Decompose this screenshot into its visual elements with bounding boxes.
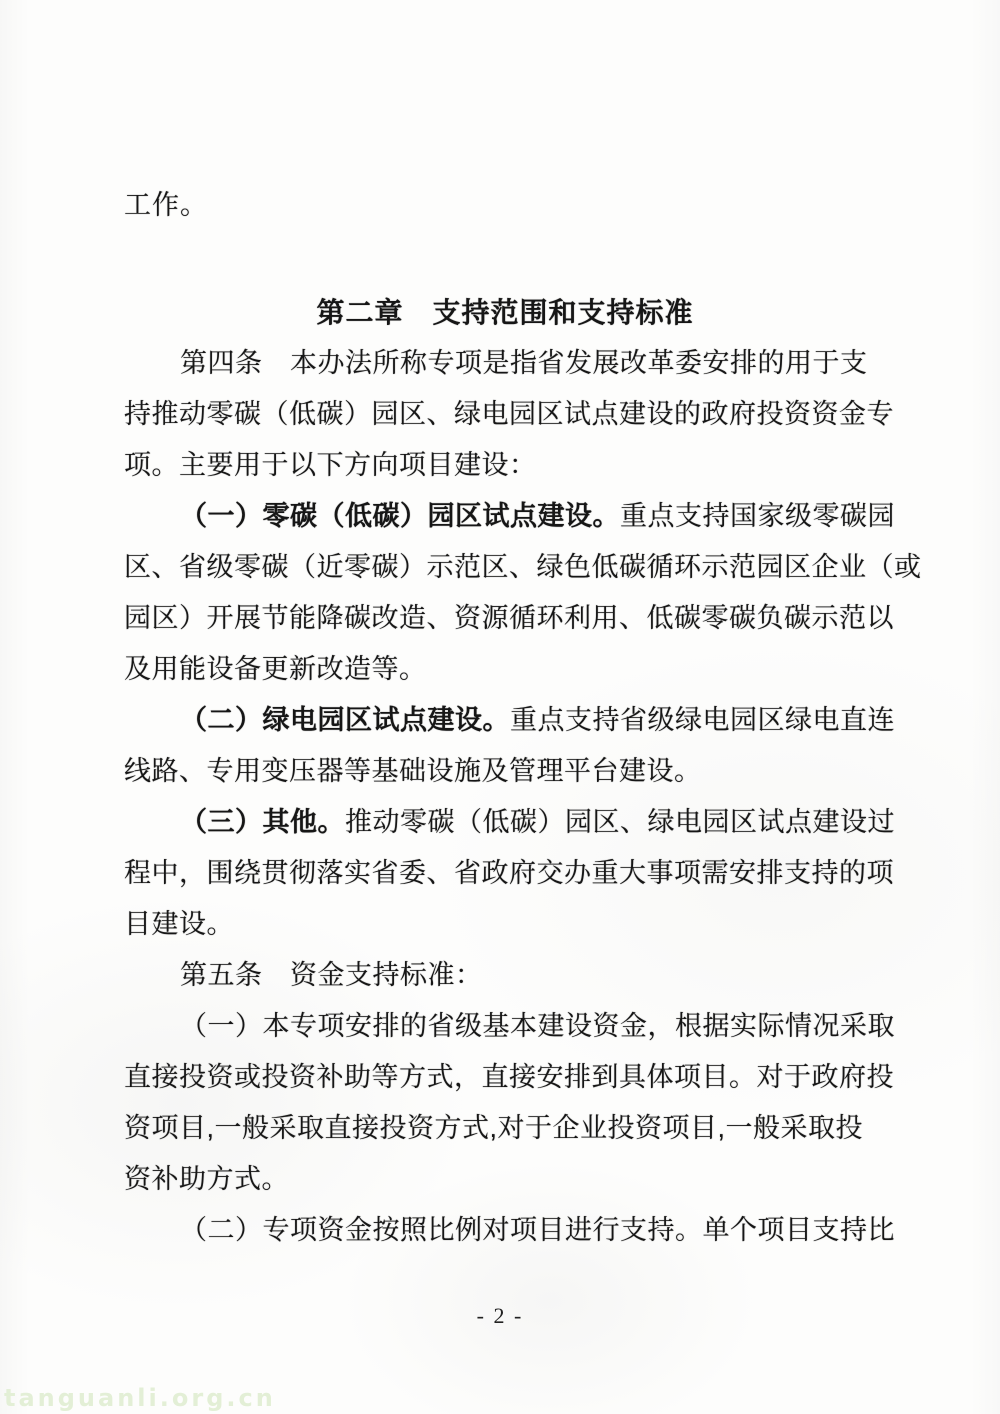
paragraph-line xyxy=(124,950,886,1001)
document-body xyxy=(124,0,922,1256)
line-text: 目建设。 xyxy=(124,909,234,939)
line-text: 重点支持省级绿电园区绿电直连 xyxy=(510,705,895,735)
line-text: 直接投资或投资补助等方式，直接安排到具体项目。对于政府投 xyxy=(124,1062,894,1092)
line-text: （一）本专项安排的省级基本建设资金，根据实际情况采取 xyxy=(180,1011,895,1041)
paragraph-line xyxy=(124,1103,886,1154)
line-text: 区、省级零碳（近零碳）示范区、绿色低碳循环示范园区企业（或 xyxy=(124,552,922,582)
line-text: 推动零碳（低碳）园区、绿电园区试点建设过 xyxy=(345,807,895,837)
line-text: 项。主要用于以下方向项目建设： xyxy=(124,450,537,480)
paragraph-line xyxy=(124,695,895,746)
line-text: 资补助方式。 xyxy=(124,1164,289,1194)
line-bold-lead: （二）绿电园区试点建设。 xyxy=(180,705,510,735)
paragraph-line xyxy=(124,848,894,899)
carryover-line: 工作。 xyxy=(124,190,208,220)
paragraph-line xyxy=(124,797,895,848)
paragraph-line xyxy=(124,491,895,542)
line-text: 线路、专用变压器等基础设施及管理平台建设。 xyxy=(124,756,702,786)
watermark-text: tanguanli.org.cn xyxy=(4,1384,276,1412)
paragraph-line xyxy=(124,440,886,491)
paragraph-line xyxy=(124,899,886,950)
line-text: 园区）开展节能降碳改造、资源循环利用、低碳零碳负碳示范以 xyxy=(124,603,894,633)
line-text: 资项目,一般采取直接投资方式,对于企业投资项目,一般采取投 xyxy=(124,1113,864,1143)
paragraph-line xyxy=(124,1001,895,1052)
paragraph-line xyxy=(124,1205,895,1256)
line-text: 重点支持国家级零碳园 xyxy=(620,501,895,531)
paragraph-line xyxy=(124,338,886,389)
paragraph-line xyxy=(124,746,886,797)
line-text: 第四条 本办法所称专项是指省发展改革委安排的用于支 xyxy=(180,348,868,378)
paragraph-line xyxy=(124,1052,894,1103)
paragraph-line xyxy=(124,542,922,593)
paragraph-line xyxy=(124,389,894,440)
line-text: 程中，围绕贯彻落实省委、省政府交办重大事项需安排支持的项 xyxy=(124,858,894,888)
page-number: - 2 - xyxy=(476,1303,524,1328)
paragraph-line xyxy=(124,644,886,695)
line-text: 第五条 资金支持标准： xyxy=(180,960,483,990)
line-bold-lead: （一）零碳（低碳）园区试点建设。 xyxy=(180,501,620,531)
line-text: 及用能设备更新改造等。 xyxy=(124,654,427,684)
line-text: （二）专项资金按照比例对项目进行支持。单个项目支持比 xyxy=(180,1215,895,1245)
paragraph-line xyxy=(124,593,894,644)
line-text: 持推动零碳（低碳）园区、绿电园区试点建设的政府投资资金专 xyxy=(124,399,894,429)
paragraph-line xyxy=(124,1154,886,1205)
chapter-heading: 第二章 支持范围和支持标准 xyxy=(316,297,694,328)
line-bold-lead: （三）其他。 xyxy=(180,807,345,837)
